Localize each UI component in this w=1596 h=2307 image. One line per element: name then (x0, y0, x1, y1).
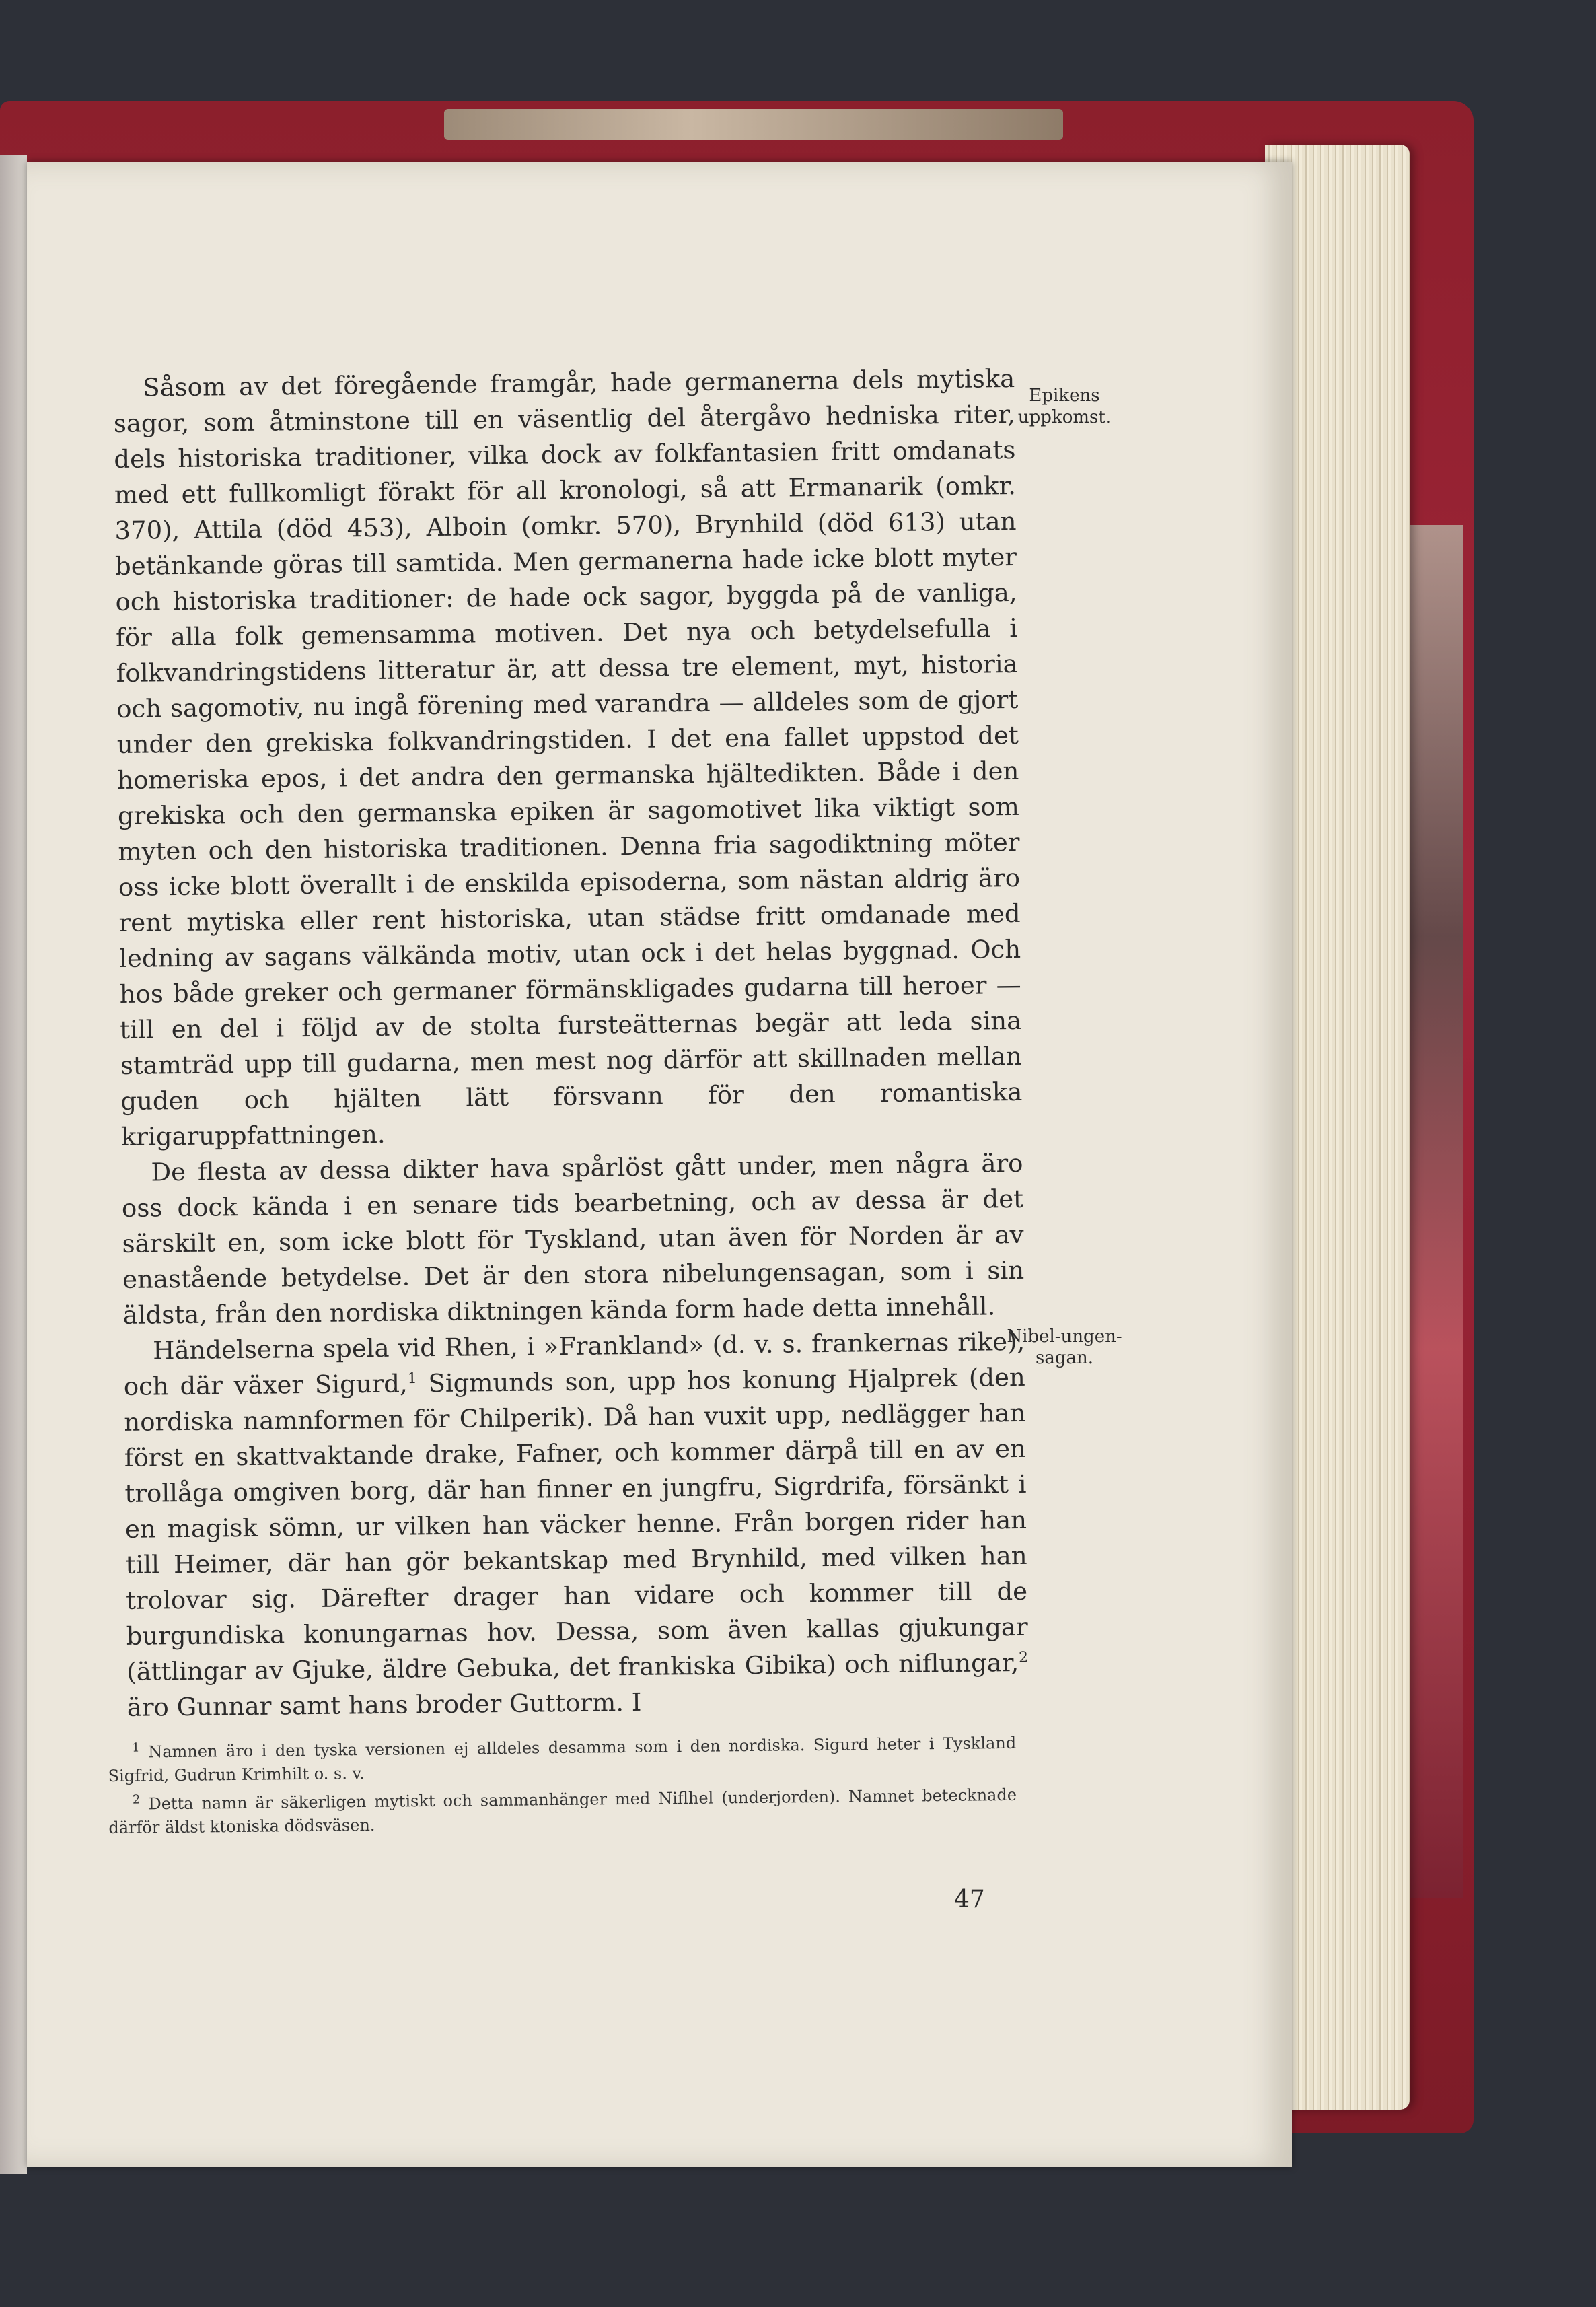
footnote-1-text: Namnen äro i den tyska versionen ej alldeles desamma som i den nordiska. Sigurd heter i Tyskland Sigfrid, Gudrun Krimhilt o. s. v. (108, 1733, 1017, 1785)
paragraph-1: Såsom av det föregående framgår, hade germanerna dels mytiska sagor, som åtminstone till en väsentlig del återgåvo hedniska riter, dels historiska traditioner, vilka dock av folkfantasien fritt omdanats med ett fullkomligt förakt för all kronologi, så att Ermanarik (omkr. 370), Attila (död 453), Alboin (omkr. 570), Brynhild (död 613) utan betänkande göras till samtida. Men germanerna hade icke blott myter och historiska traditioner: de hade ock sagor, byggda på de vanliga, för alla folk gemensamma motiven. Det nya och betydelsefulla i folkvandringstidens litteratur är, att dessa tre element, myt, historia och sagomotiv, nu ingå förening med varandra — alldeles som de gjort under den grekiska folkvandringstiden. I det ena fallet uppstod det homeriska epos, i det andra den germanska hjältedikten. Både i den grekiska och den germanska epiken är sagomotivet lika viktigt som myten och den historiska traditionen. Denna fria sagodiktning möter oss icke blott överallt i de enskilda episoderna, som nästan aldrig äro rent mytiska eller rent historiska, utan städse fritt omdanade med ledning av sagans välkända motiv, utan ock i det helas byggnad. Och hos både greker och germaner förmänskligades gudarna till heroer — till en del i följd av de stolta fursteätternas begär att leda sina stamträd upp till gudarna, men mest nog därför att skillnaden mellan guden och hjälten lätt försvann för den romantiska krigaruppfattningen. (113, 363, 1023, 1151)
cover-flap (1410, 525, 1463, 1898)
footnote-mark-1: 1 (132, 1740, 140, 1755)
margin-note-epikens: Epikens uppkomst. (1017, 386, 1112, 427)
footnote-ref-1: 1 (407, 1370, 417, 1388)
book-page (27, 162, 1292, 2167)
footnote-1 (108, 1727, 1017, 1788)
footnote-2 (108, 1779, 1017, 1840)
page-number: 47 (954, 1886, 985, 1913)
main-text (113, 361, 1029, 1726)
paragraph-3-part-3: äro Gunnar samt hans broder Guttorm. I (126, 1687, 642, 1722)
left-page-edge (0, 155, 27, 2174)
cover-edge-strip (444, 109, 1063, 140)
footnote-ref-2: 2 (1018, 1649, 1029, 1666)
paragraph-3 (123, 1324, 1029, 1726)
footnotes (108, 1727, 1017, 1840)
paragraph-3-part-1: Händelserna spela vid Rhen, i »Frankland» (d. v. s. frankernas rike), och där växer Sigurd, (123, 1326, 1025, 1401)
footnote-mark-2: 2 (132, 1792, 141, 1807)
paragraph-3-part-2: Sigmunds son, upp hos konung Hjalprek (den nordiska namnformen för Chilperik). Då han vuxit upp, nedlägger han först en skattvaktande drake, Fafner, och kommer därpå till en av en trollåga omgiven borg, där han finner en jungfru, Sigrdrifa, försänkt i en magisk sömn, ur vilken han väcker henne. Från borgen rider han till Heimer, där han gör bekantskap med Brynhild, med vilken han trolovar sig. Därefter drager han vidare och kommer till de burgundiska konungarnas hov. Dessa, som även kallas gjukungar (ättlingar av Gjuke, äldre Gebuka, det frankiska Gibika) och niflungar, (124, 1362, 1028, 1687)
margin-note-nibelungen: Nibel-ungen-sagan. (1007, 1326, 1122, 1368)
paragraph-2: De flesta av dessa dikter hava spårlöst gått under, men några äro oss dock kända i en senare tids bearbetning, och av dessa är det särskilt en, som icke blott för Tyskland, utan även för Norden är av enastående betydelse. Det är den stora nibelungensagan, som i sin äldsta, från den nordiska diktningen kända form hade detta innehåll. (121, 1148, 1025, 1330)
footnote-2-text: Detta namn är säkerligen mytiskt och sammanhänger med Niflhel (underjorden). Namnet betecknade därför äldst ktoniska dödsväsen. (108, 1785, 1017, 1837)
